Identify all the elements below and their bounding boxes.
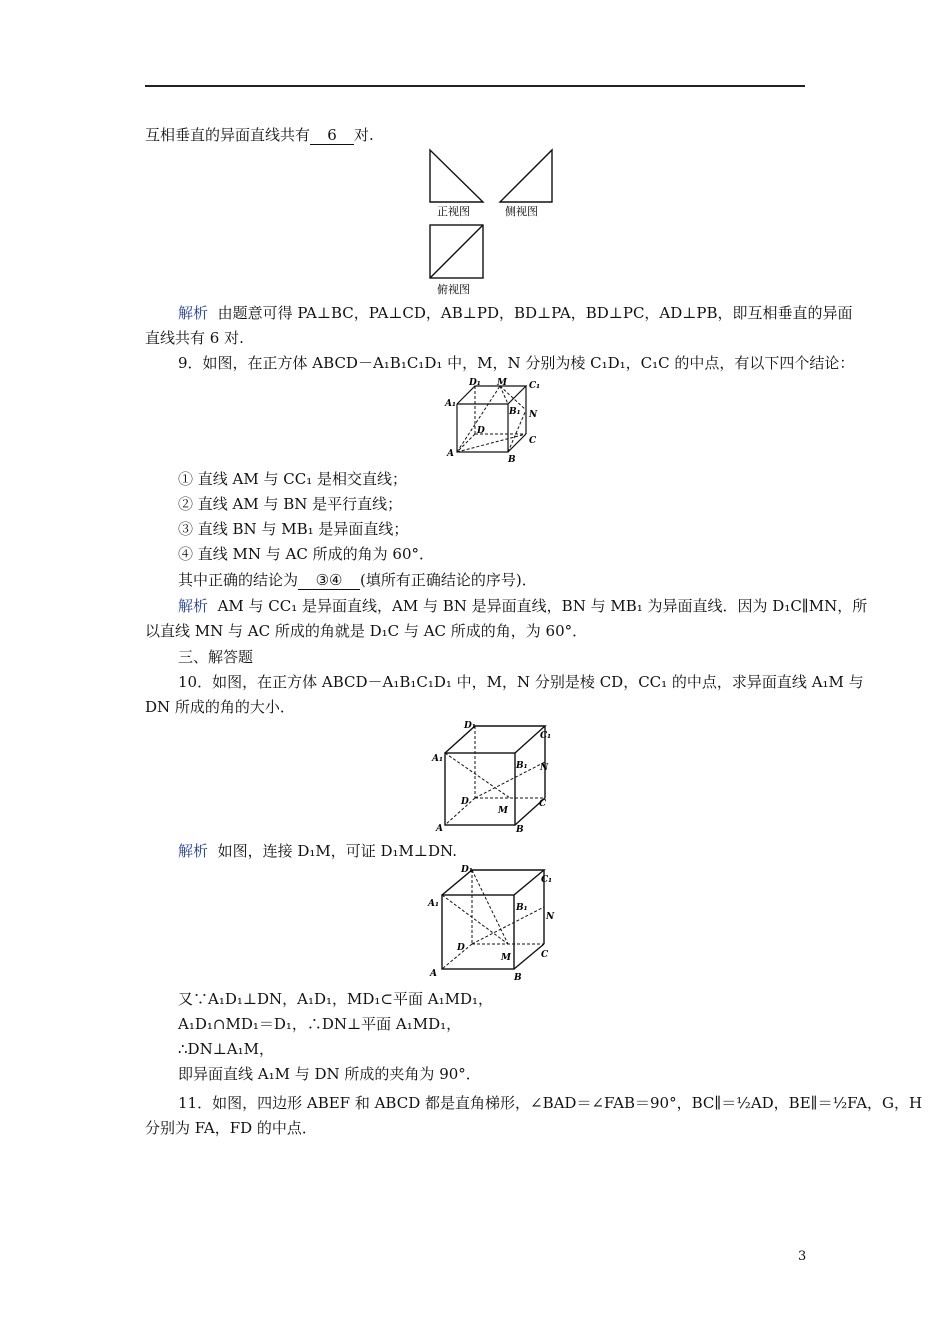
label-M: M (498, 806, 508, 816)
q9-cube-figure (442, 376, 552, 464)
q9-solution-line2: 以直线 MN 与 AC 所成的角就是 D₁C 与 AC 所成的角，为 60°． (145, 622, 588, 640)
label-D: D (461, 797, 469, 807)
q10-stem-line1: 10．如图，在正方体 ABCD－A₁B₁C₁D₁ 中，M，N 分别是棱 CD，CC₁ 的中点，求异面直线 A₁M 与 (178, 673, 864, 691)
top-view (430, 225, 483, 278)
label-C1: C₁ (541, 875, 553, 885)
solution-tag: 解析 (178, 597, 209, 615)
label-D1: D₁ (469, 378, 481, 388)
three-views-figure (425, 145, 565, 300)
label-C1: C₁ (540, 731, 552, 741)
solution-tag: 解析 (178, 304, 209, 322)
label-D1: D₁ (461, 865, 473, 875)
q9-option-1: ① 直线 AM 与 CC₁ 是相交直线； (178, 470, 408, 488)
label-B: B (508, 455, 516, 464)
q11-line1: 11．如图，四边形 ABEF 和 ABCD 都是直角梯形，∠BAD＝∠FAB＝90°，BC∥＝½AD，BE∥＝½FA，G，H (178, 1094, 923, 1112)
label-C: C (541, 950, 549, 960)
label-A: A (436, 824, 443, 834)
q10-cube-figure (430, 718, 560, 838)
label-B1: B₁ (516, 761, 528, 771)
label-A1: A₁ (432, 754, 443, 764)
label-N: N (540, 763, 549, 773)
q9-solution-line1: 解析 AM 与 CC₁ 是异面直线，AM 与 BN 是异面直线，BN 与 MB₁ 为异面直线．因为 D₁C∥MN，所 (178, 597, 868, 615)
label-N: N (546, 912, 555, 922)
q9-answer-line: 其中正确的结论为 ③④ (填所有正确结论的序号)． (178, 571, 537, 589)
label-B1: B₁ (509, 407, 521, 417)
q10-solution-intro: 解析 如图，连接 D₁M，可证 D₁M⊥DN. (178, 842, 457, 860)
label-M: M (501, 953, 511, 963)
q10-stem-line2: DN 所成的角的大小． (145, 698, 295, 716)
section-title: 三、解答题 (178, 648, 254, 666)
q11-line2: 分别为 FA，FD 的中点． (145, 1119, 317, 1137)
q9-option-4: ④ 直线 MN 与 AC 所成的角为 60°． (178, 545, 434, 563)
label-C: C (529, 436, 537, 446)
label-B1: B₁ (516, 903, 528, 913)
q10-step1: 又∵A₁D₁⊥DN，A₁D₁，MD₁⊂平面 A₁MD₁， (178, 990, 494, 1008)
q9-option-3: ③ 直线 BN 与 MB₁ 是异面直线； (178, 520, 409, 538)
q8-solution-line1: 解析 由题意可得 PA⊥BC，PA⊥CD，AB⊥PD，BD⊥PA，BD⊥PC，AD⊥PB，即互相垂直的异面 (178, 304, 853, 322)
label-A1: A₁ (445, 399, 456, 409)
label-B: B (516, 825, 524, 835)
side-view (500, 150, 552, 202)
label-D: D (477, 426, 485, 436)
label-D: D (457, 943, 465, 953)
label-A: A (430, 969, 437, 979)
front-view (430, 150, 483, 202)
label-C: C (539, 799, 547, 809)
label-D1: D₁ (464, 721, 476, 731)
q10-step4: 即异面直线 A₁M 与 DN 所成的夹角为 90°． (178, 1065, 481, 1083)
side-view-label: 侧视图 (505, 205, 538, 218)
label-A1: A₁ (428, 899, 439, 909)
q9-answer-blank: ③④ (298, 571, 360, 590)
front-view-label: 正视图 (437, 205, 470, 218)
q10-solution-cube-figure (424, 862, 559, 984)
q9-option-2: ② 直线 AM 与 BN 是平行直线； (178, 495, 403, 513)
top-view-label: 俯视图 (437, 283, 470, 296)
page-number: 3 (798, 1249, 807, 1264)
solution-tag: 解析 (178, 842, 209, 860)
q9-stem: 9．如图，在正方体 ABCD－A₁B₁C₁D₁ 中，M，N 分别为棱 C₁D₁，C₁C 的中点，有以下四个结论： (178, 354, 855, 372)
label-B: B (514, 973, 522, 983)
q8-answer-blank: 6 (310, 126, 354, 145)
q10-step2: A₁D₁∩MD₁＝D₁，∴DN⊥平面 A₁MD₁， (178, 1015, 462, 1033)
label-N: N (529, 410, 538, 420)
label-M: M (497, 378, 507, 388)
q8-answer-line: 互相垂直的异面直线共有 6 对. (145, 126, 374, 144)
label-C1: C₁ (529, 381, 541, 391)
label-A: A (447, 449, 454, 459)
q8-solution-line2: 直线共有 6 对. (145, 329, 244, 347)
q10-step3: ∴DN⊥A₁M， (178, 1040, 275, 1058)
header-rule (145, 85, 805, 87)
